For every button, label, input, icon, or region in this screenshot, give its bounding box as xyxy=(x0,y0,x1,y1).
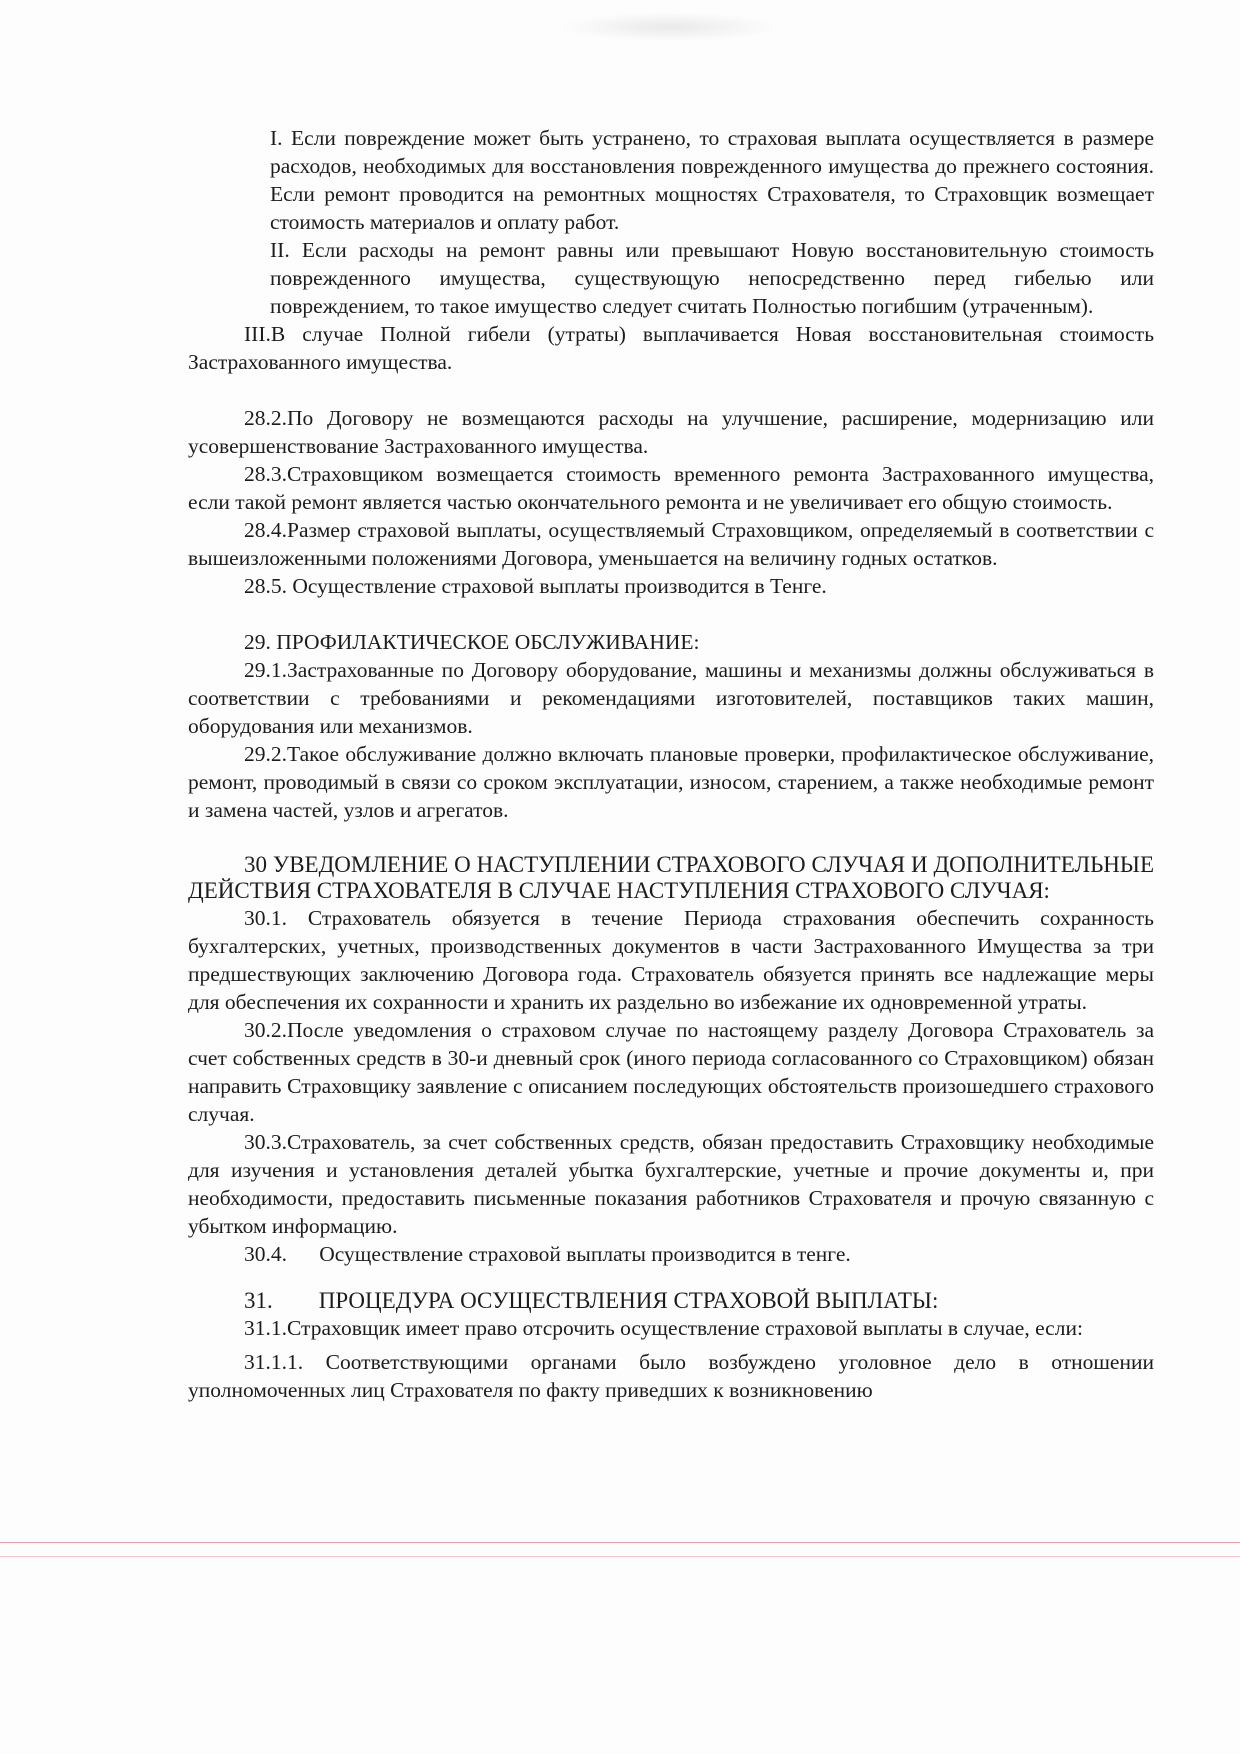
paragraph-30-2: 30.2.После уведомления о страховом случае по настоящему разделу Договора Страхователь за счет собственных средств в 30-и дневный срок (иного периода согласованного со Страховщиком) обязан направить Страховщику заявление с описанием последующих обстоятельств произошедшего страхового случая. xyxy=(188,1018,1154,1126)
scan-red-line-secondary xyxy=(0,1556,1240,1557)
paragraph-30-3: 30.3.Страхователь, за счет собственных средств, обязан предоставить Страховщику необходимые для изучения и установления деталей убытка бухгалтерские, учетные и прочие документы и, при необходимости, предоставить письменные показания работников Страхователя и прочую связанную с убытком информацию. xyxy=(188,1130,1154,1238)
document-body xyxy=(188,124,1154,1404)
scan-artifact xyxy=(560,12,780,42)
paragraph-i: I. Если повреждение может быть устранено, то страховая выплата осуществляется в размере расходов, необходимых для восстановления поврежденного имущества до прежнего состояния. Если ремонт проводится на ремонтных мощностях Страхователя, то Страховщик возмещает стоимость материалов и оплату работ. xyxy=(270,126,1154,234)
paragraph-28-5: 28.5. Осуществление страховой выплаты производится в Тенге. xyxy=(244,574,827,598)
section-heading-31: 31. ПРОЦЕДУРА ОСУЩЕСТВЛЕНИЯ СТРАХОВОЙ ВЫПЛАТЫ: xyxy=(244,1288,939,1313)
section-heading-29: 29. ПРОФИЛАКТИЧЕСКОЕ ОБСЛУЖИВАНИЕ: xyxy=(244,630,700,654)
paragraph-30-4: 30.4. Осуществление страховой выплаты производится в тенге. xyxy=(244,1242,851,1266)
paragraph-31-1-1: 31.1.1. Соответствующими органами было возбуждено уголовное дело в отношении уполномоченных лиц Страхователя по факту приведших к возникновению xyxy=(188,1350,1154,1402)
scan-red-line xyxy=(0,1542,1240,1543)
paragraph-31-1: 31.1.Страховщик имеет право отсрочить осуществление страховой выплаты в случае, если: xyxy=(244,1316,1083,1340)
paragraph-28-2: 28.2.По Договору не возмещаются расходы на улучшение, расширение, модернизацию или усовершенствование Застрахованного имущества. xyxy=(188,406,1154,458)
paragraph-28-3: 28.3.Страховщиком возмещается стоимость временного ремонта Застрахованного имущества, если такой ремонт является частью окончательного ремонта и не увеличивает его общую стоимость. xyxy=(188,462,1154,514)
paragraph-iii: III.В случае Полной гибели (утраты) выплачивается Новая восстановительная стоимость Застрахованного имущества. xyxy=(188,322,1154,374)
paragraph-29-2: 29.2.Такое обслуживание должно включать плановые проверки, профилактическое обслуживание, ремонт, проводимый в связи со сроком эксплуатации, износом, старением, а также необходимые ремонт и замена частей, узлов и агрегатов. xyxy=(188,742,1154,822)
paragraph-ii: II. Если расходы на ремонт равны или превышают Новую восстановительную стоимость поврежденного имущества, существующую непосредственно перед гибелью или повреждением, то такое имущество следует считать Полностью погибшим (утраченным). xyxy=(270,238,1154,318)
paragraph-30-1: 30.1. Страхователь обязуется в течение Периода страхования обеспечить сохранность бухгалтерских, учетных, производственных документов в части Застрахованного Имущества за три предшествующих заключению Договора года. Страхователь обязуется принять все надлежащие меры для обеспечения их сохранности и хранить их раздельно во избежание их одновременной утраты. xyxy=(188,906,1154,1014)
paragraph-29-1: 29.1.Застрахованные по Договору оборудование, машины и механизмы должны обслуживаться в соответствии с требованиями и рекомендациями изготовителей, поставщиков таких машин, оборудования или механизмов. xyxy=(188,658,1154,738)
paragraph-28-4: 28.4.Размер страховой выплаты, осуществляемый Страховщиком, определяемый в соответствии с вышеизложенными положениями Договора, уменьшается на величину годных остатков. xyxy=(188,518,1154,570)
section-heading-30: 30 УВЕДОМЛЕНИЕ О НАСТУПЛЕНИИ СТРАХОВОГО СЛУЧАЯ И ДОПОЛНИТЕЛЬНЫЕ ДЕЙСТВИЯ СТРАХОВАТЕЛЯ В СЛУЧАЕ НАСТУПЛЕНИЯ СТРАХОВОГО СЛУЧАЯ: xyxy=(188,852,1154,903)
